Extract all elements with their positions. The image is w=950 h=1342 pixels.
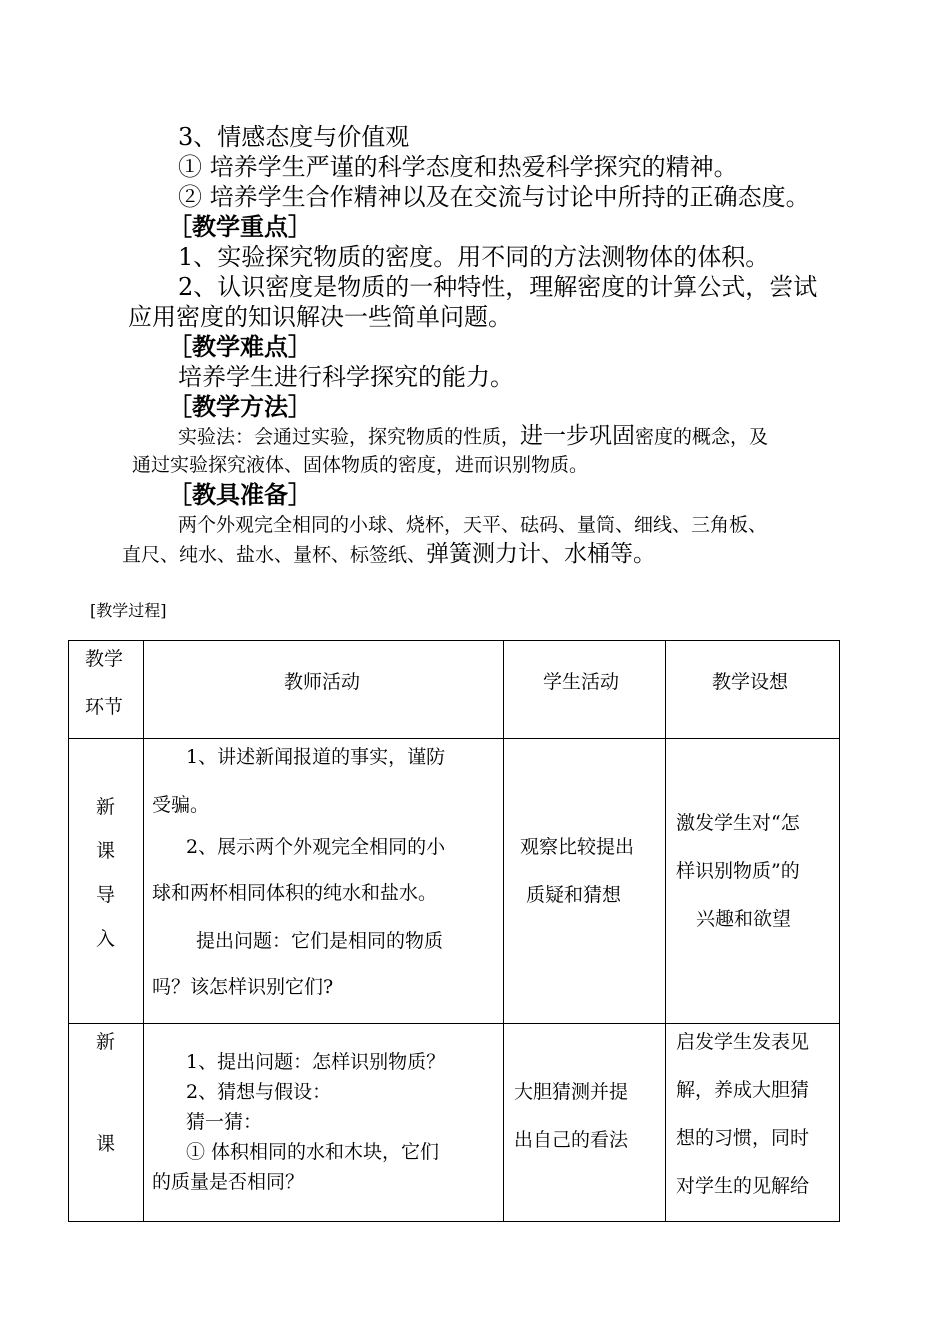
methods-line-1 [178,422,768,451]
row2-design-1: 启发学生发表见 [676,1031,810,1053]
methods-line-1a: 实验法：会通过实验，探究物质的性质， [178,426,521,448]
table-header-row [69,641,840,739]
methods-line-1c: 密度的概念，及 [635,426,769,448]
section3-heading: 3、情感态度与价值观 [178,123,410,151]
row1-design-cell [666,739,840,1024]
row2-design-cell [666,1024,840,1222]
table-row [69,1024,840,1222]
row1-teacher-2: 受骗。 [152,794,210,816]
difficulties-line-1: 培养学生进行科学探究的能力。 [178,363,514,391]
row1-design-2: 样识别物质”的 [676,860,800,882]
row2-design-3: 想的习惯，同时 [676,1127,810,1149]
row2-teacher-4: ① 体积相同的水和木块，它们 [186,1141,440,1163]
row1-stage-2: 课 [96,840,116,862]
row2-stage-1: 新 [96,1031,116,1053]
row2-design-4: 对学生的见解给 [676,1175,810,1197]
row2-student-2: 出自己的看法 [514,1129,629,1151]
key-points-line-1: 1、实验探究物质的密度。用不同的方法测物体的体积。 [178,243,770,271]
key-points-line-2b: 应用密度的知识解决一些简单问题。 [128,303,512,331]
row2-stage-2: 课 [96,1133,116,1155]
row2-student-cell [504,1024,666,1222]
section3-item-1: ① 培养学生严谨的科学态度和热爱科学探究的精神。 [178,153,738,181]
row1-teacher-4: 球和两杯相同体积的纯水和盐水。 [152,882,438,904]
row2-teacher-1: 1、提出问题：怎样识别物质？ [186,1051,446,1073]
row1-student-1: 观察比较提出 [520,836,635,858]
methods-line-2: 通过实验探究液体、固体物质的密度，进而识别物质。 [132,454,589,476]
tools-line-1: 两个外观完全相同的小球、烧杯，天平、砝码、量筒、细线、三角板、 [178,514,768,536]
tools-line-2a: 直尺、纯水、盐水、量杯、标签纸、 [122,544,427,566]
row1-stage-3: 导 [96,884,116,906]
methods-heading: ［教学方法］ [168,392,312,421]
row1-student-cell [504,739,666,1024]
row2-student-1: 大胆猜测并提 [514,1081,629,1103]
header-design-cell [666,641,840,739]
row1-design-1: 激发学生对“怎 [676,812,800,834]
header-student-cell [504,641,666,739]
header-stage-line-2: 环节 [85,696,124,718]
difficulties-heading: ［教学难点］ [168,332,312,361]
row1-teacher-cell [144,739,504,1024]
row2-teacher-cell [144,1024,504,1222]
header-stage-cell [69,641,144,739]
row1-teacher-6: 吗？该怎样识别它们? [152,976,334,998]
row1-stage-4: 入 [96,928,116,950]
process-label: [教学过程] [90,601,167,620]
key-points-heading: ［教学重点］ [168,212,312,241]
row1-design-3: 兴趣和欲望 [696,908,792,930]
row1-teacher-1: 1、讲述新闻报道的事实，谨防 [186,746,446,768]
header-teacher-cell [144,641,504,739]
section3-item-2: ② 培养学生合作精神以及在交流与讨论中所持的正确态度。 [178,183,810,211]
row1-student-2: 质疑和猜想 [526,884,622,906]
lesson-process-table [68,640,840,1222]
row1-teacher-3: 2、展示两个外观完全相同的小 [186,836,446,858]
row2-teacher-2: 2、猜想与假设： [186,1081,332,1103]
row2-design-2: 解，养成大胆猜 [676,1079,810,1101]
tools-line-2b: 弹簧测力计、水桶等。 [426,541,657,567]
row2-stage-cell [69,1024,144,1222]
row1-stage-1: 新 [96,796,116,818]
table-row [69,739,840,1024]
row1-teacher-5: 提出问题：它们是相同的物质 [196,930,444,952]
header-student: 学生活动 [543,671,620,693]
methods-line-1b: 进一步巩固 [520,423,636,449]
row1-stage-cell [69,739,144,1024]
row2-teacher-3: 猜一猜： [186,1111,263,1133]
row2-teacher-5: 的质量是否相同？ [152,1171,305,1193]
tools-line-2 [122,540,656,569]
key-points-line-2a: 2、认识密度是物质的一种特性，理解密度的计算公式，尝试 [178,273,818,301]
header-stage-line-1: 教学 [85,648,124,670]
header-design: 教学设想 [712,671,789,693]
tools-heading: ［教具准备］ [168,480,312,509]
header-teacher: 教师活动 [284,671,361,693]
